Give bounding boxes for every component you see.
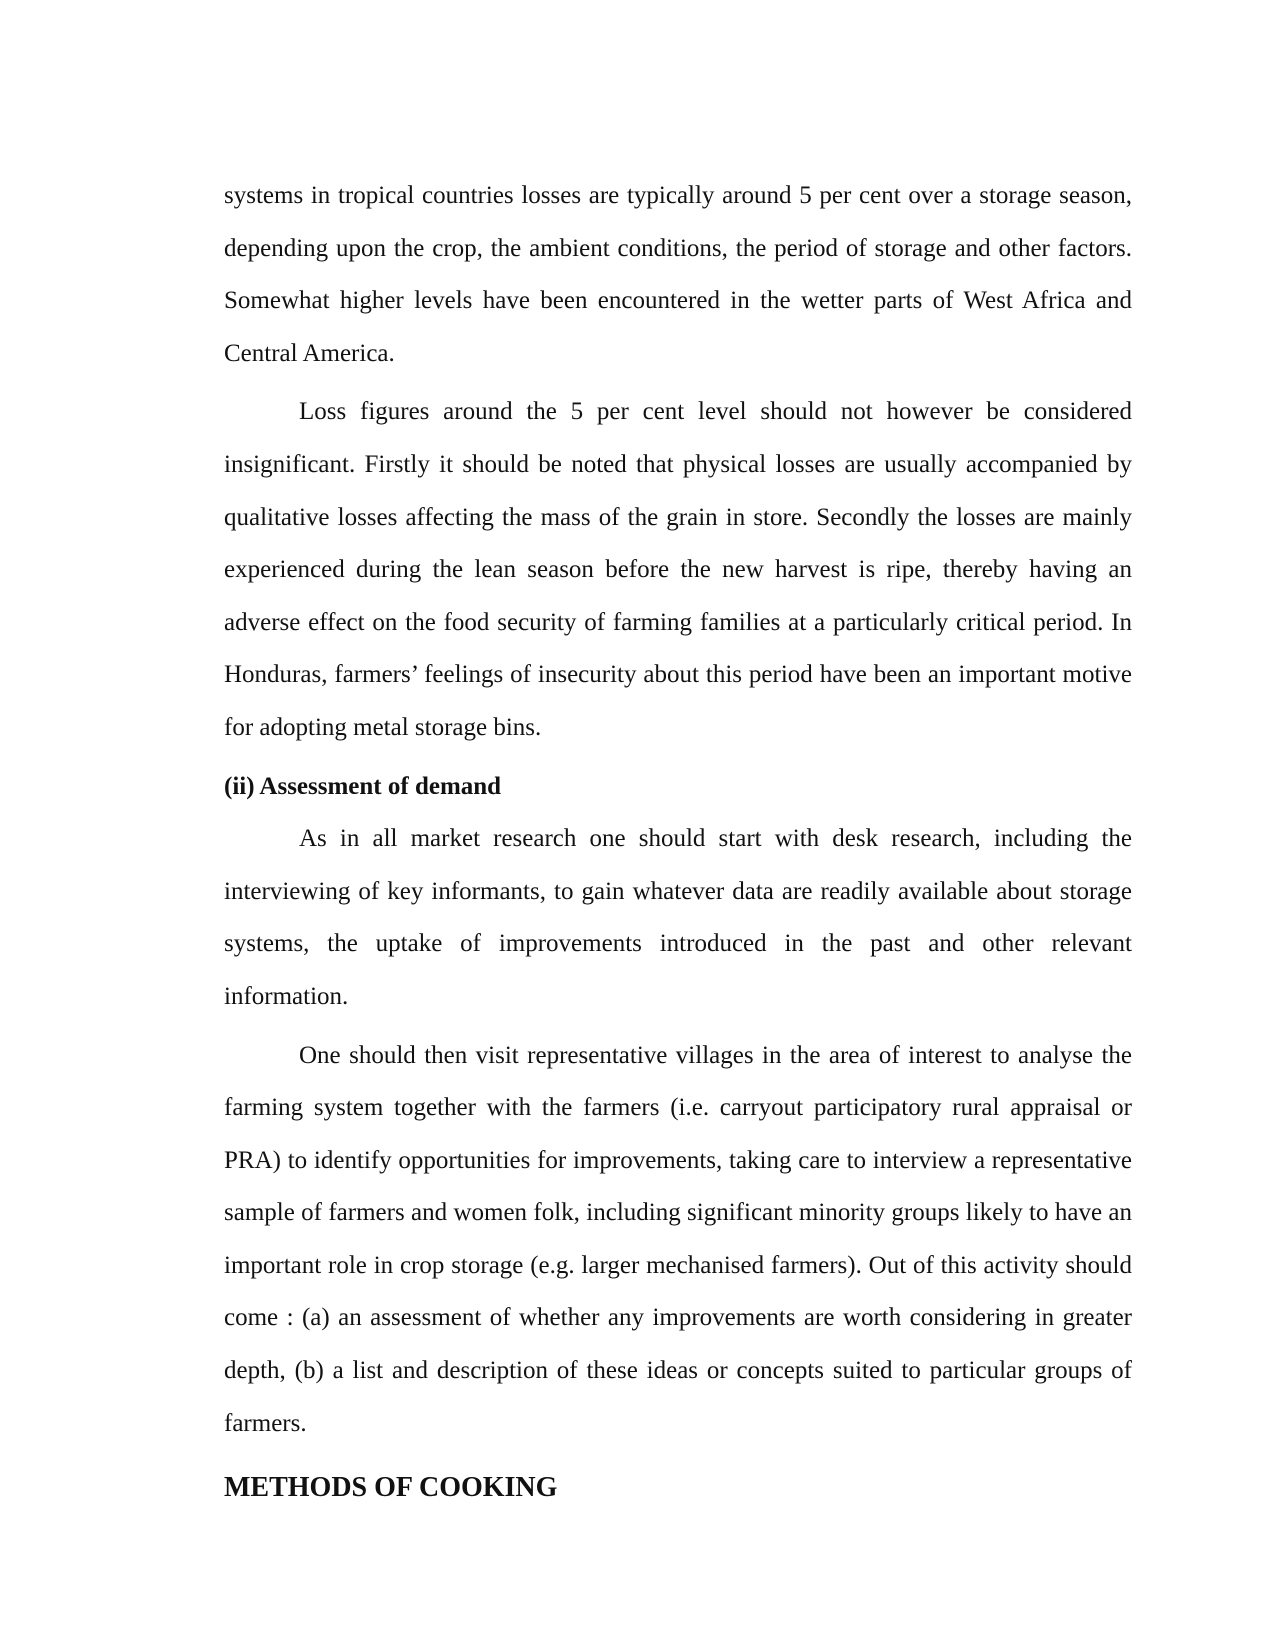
section-heading-assessment-of-demand: (ii) Assessment of demand <box>224 772 502 800</box>
paragraph-village-visits: One should then visit representative villages in the area of interest to analyse the farming system together with the farmers (i.e. carryout participatory rural appraisal or PRA) to identify opportunities for improvements, taking care to interview a representative sample of farmers and women folk, including significant minority groups likely to have an important role in crop storage (e.g. larger mechanised farmers). Out of this activity should come : (a) an assessment of whether any improvements are worth considering in greater depth, (b) a list and description of these ideas or concepts suited to particular groups of farmers. <box>224 1041 1132 1437</box>
paragraph-desk-research: As in all market research one should start with desk research, including the interviewing of key informants, to gain whatever data are readily available about storage systems, the uptake of improvements introduced in the past and other relevant information. <box>224 825 1132 1010</box>
paragraph-loss-figures: Loss figures around the 5 per cent level should not however be considered insignificant. Firstly it should be noted that physical losses are usually accompanied by qualitative losses affecting the mass of the grain in store. Secondly the losses are mainly experienced during the lean season before the new harvest is ripe, thereby having an adverse effect on the food security of farming families at a particularly critical period. In Honduras, farmers’ feelings of insecurity about this period have been an important motive for adopting metal storage bins. <box>224 398 1132 741</box>
section-heading-methods-of-cooking: METHODS OF COOKING <box>224 1472 558 1504</box>
paragraph-storage-losses: systems in tropical countries losses are typically around 5 per cent over a storage season, depending upon the crop, the ambient conditions, the period of storage and other factors. Somewhat higher levels have been encountered in the wetter parts of West Africa and Central America. <box>224 182 1132 367</box>
page-body <box>224 170 1132 1514</box>
